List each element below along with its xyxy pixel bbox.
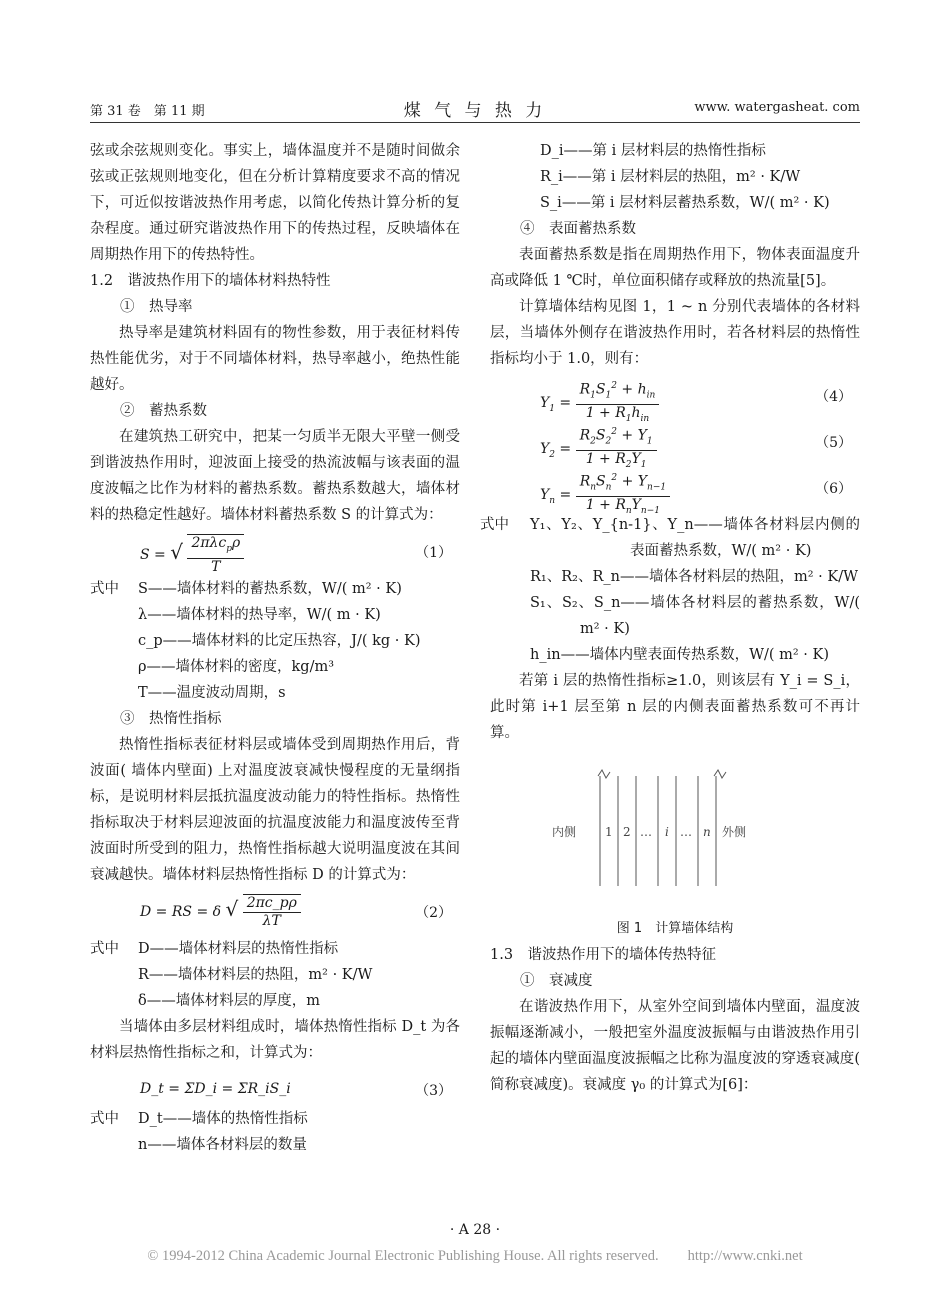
section-heading: 1.3 谐波热作用下的墙体传热特征	[490, 947, 717, 963]
paragraph: 计算墙体结构见图 1，1 ~ n 分别代表墙体的各材料层，当墙体外侧存在谐波热作用时，若各材料层的热惰性指标均小于 1.0，则有：	[490, 299, 860, 367]
equation-3: D_t = ΣD_i = ΣR_iS_i （3）	[140, 1081, 452, 1099]
subsection-heading: ③ 热惰性指标	[120, 711, 222, 727]
page-number: · A 28 ·	[449, 1222, 501, 1238]
paragraph: 弦或余弦规则变化。事实上，墙体温度并不是随时间做余弦或正弦规则地变化，但在分析计算精度要求不高的情况下，可近似按谐波热作用考虑，以简化传热计算分析的复杂程度。通过研究谐波热作用下的传热过程，反映墙体在周期热作用下的传热特性。	[90, 143, 460, 263]
equation-5: $Y_2$ = $\frac{R_2S_2^2 + Y_1}{1 + R_2Y_1}$ （5）	[490, 420, 860, 464]
right-column	[480, 138, 860, 1098]
paragraph: 热惰性指标表征材料层或墙体受到周期热作用后，背波面( 墙体内壁面) 上对温度波衰减快慢程度的无量纲指标，是说明材料层抵抗温度波动能力的特性指标。热惰性指标取决于材料层迎波面的抗温度波能力和温度波传至背波面时所受到的阻力，热惰性指标越大说明温度波在其间衰减越快。墙体材料层热惰性指标 D 的计算式为：	[90, 737, 460, 883]
paragraph: 当墙体由多层材料组成时，墙体热惰性指标 D_t 为各材料层热惰性指标之和，计算式为：	[90, 1019, 460, 1061]
eq3-definitions: 式中 D_t——墙体的热惰性指标 n——墙体各材料层的数量	[90, 1111, 308, 1153]
eq3-definitions-cont: D_i——第 i 层材料层的热惰性指标 R_i——第 i 层材料层的热阻，m² · K/W S_i——第 i 层材料层蓄热系数，W/( m² · K)	[540, 143, 830, 211]
layer-label: 1	[605, 825, 613, 839]
eq2-definitions: 式中 D——墙体材料层的热惰性指标 R——墙体材料层的热阻，m² · K/W δ——墙体材料层的厚度，m	[90, 941, 373, 1009]
eq1-definitions: 式中 S——墙体材料的蓄热系数，W/( m² · K) λ——墙体材料的热导率，W/( m · K) c_p——墙体材料的比定压热容，J/( kg · K) ρ——墙体材料的密度，kg/m³ T——温度波动周期，s	[90, 581, 421, 701]
figure-1	[490, 746, 860, 916]
paragraph: 若第 i 层的热惰性指标≥1.0，则该层有 Y_i = S_i，此时第 i+1 层至第 n 层的内侧表面蓄热系数可不再计算。	[490, 673, 860, 741]
paragraph: 热导率是建筑材料固有的物性参数，用于表征材料传热性能优劣，对于不同墙体材料，热导率越小，绝热性能越好。	[90, 325, 460, 393]
eq2-denominator: λT	[262, 913, 281, 929]
copyright-watermark: © 1994-2012 China Academic Journal Electronic Publishing House. All rights reserved. http://www.cnki.net	[147, 1248, 803, 1264]
inner-side-label: 内侧	[552, 825, 577, 839]
subsection-heading: ④ 表面蓄热系数	[520, 221, 636, 237]
header-rule	[90, 122, 860, 123]
section-heading: 1.2 谐波热作用下的墙体材料热特性	[90, 273, 331, 289]
layer-label: n	[703, 825, 711, 839]
eq1-numerator: 2πλc$_p$ρ	[187, 535, 244, 559]
journal-url: www. watergasheat. com	[694, 100, 860, 115]
journal-title: 煤 气 与 热 力	[403, 101, 547, 121]
layer-label: 2	[623, 825, 631, 839]
equation-2: D = RS = δ √ $\frac{2\pi c\_p\rho}{\lambda T}$ （2）	[140, 895, 452, 929]
journal-volume: 第 31 卷 第 11 期	[90, 104, 205, 119]
layer-label: …	[680, 825, 692, 839]
subsection-heading: ① 衰减度	[520, 973, 593, 989]
eq2-numerator: 2πc_pρ	[243, 895, 301, 913]
equation-6: $Y_n$ = $\frac{R_nS_n^2 + Y_{n-1}}{1 + R_nY_{n-1}}$ （6）	[490, 466, 860, 510]
eq4-6-definitions: 式中 Y₁、Y₂、Y_{n-1}、Y_n——墙体各材料层内侧的表面蓄热系数，W/( m² · K) R₁、R₂、R_n——墙体各材料层的热阻，m² · K/W S₁、S₂、S_n——墙体各材料层的蓄热系数，W/( m² · K) h_in——墙体内壁表面传热系数，W/( m² · K)	[480, 517, 860, 663]
wall-structure-diagram	[490, 756, 860, 906]
paragraph: 表面蓄热系数是指在周期热作用下，物体表面温度升高或降低 1 ℃时，单位面积储存或释放的热流量[5]。	[490, 247, 860, 289]
paragraph: 在建筑热工研究中，把某一匀质半无限大平壁一侧受到谐波热作用时，迎波面上接受的热流波幅与该表面的温度波幅之比作为材料的蓄热系数。蓄热系数越大，墙体材料的热稳定性越好。墙体材料蓄热系数 S 的计算式为：	[90, 429, 460, 523]
left-column	[90, 138, 460, 1158]
layer-label: i	[665, 825, 669, 839]
layer-label: …	[640, 825, 652, 839]
outer-side-label: 外侧	[722, 825, 747, 839]
paragraph: 在谐波热作用下，从室外空间到墙体内壁面，温度波振幅逐渐减小，一般把室外温度波振幅与由谐波热作用引起的墙体内壁面温度波振幅之比称为温度波的穿透衰减度( 简称衰减度)。衰减度 γ₀ 的计算式为[6]：	[490, 999, 860, 1093]
equation-4: $Y_1$ = $\frac{R_1S_1^2 + h_{in}}{1 + R_1h_{in}}$ （4）	[490, 374, 860, 418]
figure-caption: 图 1 计算墙体结构	[616, 921, 734, 936]
eq1-denominator: T	[211, 558, 221, 575]
subsection-heading: ② 蓄热系数	[120, 403, 207, 419]
equation-1: S = √ $\frac{2\pi\lambda c_p\rho}{T}$ （1）	[140, 535, 452, 575]
subsection-heading: ① 热导率	[120, 299, 193, 315]
